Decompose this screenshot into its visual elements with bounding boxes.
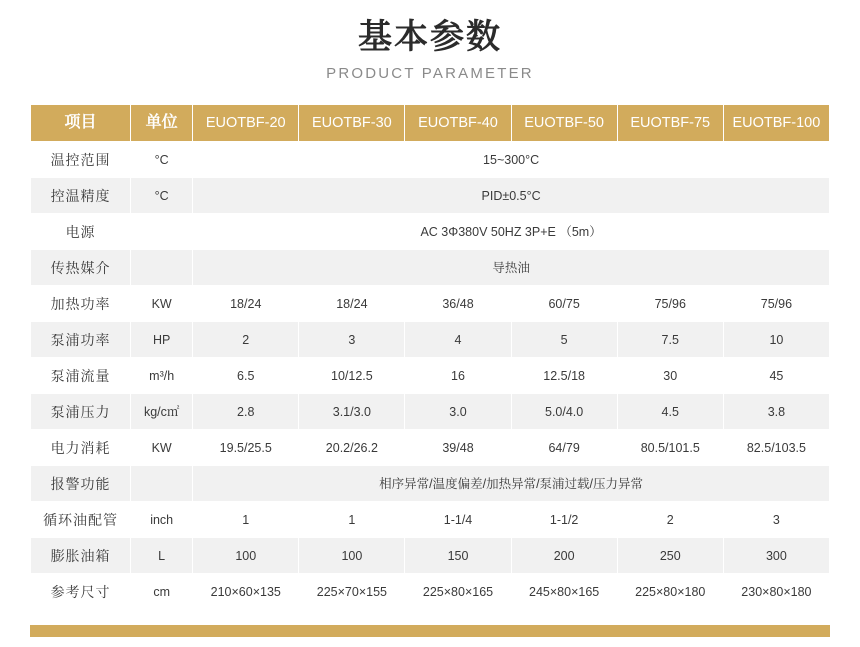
row-cell: 2 <box>193 322 299 358</box>
row-cell: 100 <box>193 538 299 574</box>
row-cell: 100 <box>299 538 405 574</box>
row-cell: 300 <box>723 538 829 574</box>
row-cell: 39/48 <box>405 430 511 466</box>
row-cell: 5 <box>511 322 617 358</box>
row-label: 加热功率 <box>31 286 131 322</box>
table-header <box>31 105 830 142</box>
table-row <box>31 214 830 250</box>
column-header-model-2: EUOTBF-30 <box>299 105 405 142</box>
row-cell: 250 <box>617 538 723 574</box>
row-cell: 64/79 <box>511 430 617 466</box>
table-row <box>31 250 830 286</box>
row-cell: 7.5 <box>617 322 723 358</box>
row-cell: 60/75 <box>511 286 617 322</box>
row-unit: cm <box>131 574 193 610</box>
table-row <box>31 466 830 502</box>
table-row <box>31 142 830 178</box>
row-unit: °C <box>131 178 193 214</box>
row-unit: inch <box>131 502 193 538</box>
table-row <box>31 538 830 574</box>
page-header <box>0 0 860 86</box>
row-cell: 1 <box>193 502 299 538</box>
row-cell: 1-1/4 <box>405 502 511 538</box>
row-unit <box>131 466 193 502</box>
row-cell: 3.0 <box>405 394 511 430</box>
row-unit <box>131 250 193 286</box>
row-label: 传热媒介 <box>31 250 131 286</box>
row-cell: 36/48 <box>405 286 511 322</box>
row-cell: 1 <box>299 502 405 538</box>
row-cell: 2.8 <box>193 394 299 430</box>
row-cell: 20.2/26.2 <box>299 430 405 466</box>
row-cell: 30 <box>617 358 723 394</box>
row-label: 电力消耗 <box>31 430 131 466</box>
row-cell: 80.5/101.5 <box>617 430 723 466</box>
footer-accent-bar <box>30 625 830 637</box>
row-cell: 245×80×165 <box>511 574 617 610</box>
row-merged-value: 相序异常/温度偏差/加热异常/泵浦过载/压力异常 <box>193 466 830 502</box>
column-header-model-5: EUOTBF-75 <box>617 105 723 142</box>
row-cell: 16 <box>405 358 511 394</box>
row-cell: 3.1/3.0 <box>299 394 405 430</box>
row-cell: 18/24 <box>299 286 405 322</box>
row-cell: 4 <box>405 322 511 358</box>
page-subtitle: PRODUCT PARAMETER <box>326 65 534 82</box>
row-cell: 5.0/4.0 <box>511 394 617 430</box>
table-row <box>31 430 830 466</box>
column-header-model-6: EUOTBF-100 <box>723 105 829 142</box>
row-unit: L <box>131 538 193 574</box>
row-merged-value: PID±0.5°C <box>193 178 830 214</box>
row-unit: KW <box>131 430 193 466</box>
row-label: 泵浦功率 <box>31 322 131 358</box>
row-cell: 12.5/18 <box>511 358 617 394</box>
row-cell: 19.5/25.5 <box>193 430 299 466</box>
table-row <box>31 178 830 214</box>
spec-table <box>30 104 830 610</box>
row-cell: 3 <box>299 322 405 358</box>
table-row <box>31 358 830 394</box>
row-label: 循环油配管 <box>31 502 131 538</box>
column-header-unit: 单位 <box>131 105 193 142</box>
table-body <box>31 142 830 610</box>
row-label: 报警功能 <box>31 466 131 502</box>
row-cell: 75/96 <box>617 286 723 322</box>
table-row <box>31 286 830 322</box>
row-cell: 82.5/103.5 <box>723 430 829 466</box>
row-cell: 225×80×180 <box>617 574 723 610</box>
page-title: 基本参数 <box>358 18 502 56</box>
row-unit: kg/c㎡ <box>131 394 193 430</box>
row-cell: 75/96 <box>723 286 829 322</box>
row-unit: HP <box>131 322 193 358</box>
row-cell: 200 <box>511 538 617 574</box>
row-cell: 4.5 <box>617 394 723 430</box>
row-cell: 210×60×135 <box>193 574 299 610</box>
row-label: 温控范围 <box>31 142 131 178</box>
row-label: 泵浦流量 <box>31 358 131 394</box>
row-label: 电源 <box>31 214 131 250</box>
row-unit: KW <box>131 286 193 322</box>
row-cell: 3.8 <box>723 394 829 430</box>
row-cell: 10/12.5 <box>299 358 405 394</box>
row-cell: 6.5 <box>193 358 299 394</box>
row-cell: 230×80×180 <box>723 574 829 610</box>
column-header-model-1: EUOTBF-20 <box>193 105 299 142</box>
row-label: 膨胀油箱 <box>31 538 131 574</box>
column-header-model-3: EUOTBF-40 <box>405 105 511 142</box>
table-header-row <box>31 105 830 142</box>
column-header-model-4: EUOTBF-50 <box>511 105 617 142</box>
row-cell: 225×80×165 <box>405 574 511 610</box>
row-label: 参考尺寸 <box>31 574 131 610</box>
row-merged-value: 15~300°C <box>193 142 830 178</box>
table-row <box>31 394 830 430</box>
row-unit: °C <box>131 142 193 178</box>
row-cell: 225×70×155 <box>299 574 405 610</box>
row-merged-value: 导热油 <box>193 250 830 286</box>
spec-table-wrapper <box>30 104 830 610</box>
table-row <box>31 322 830 358</box>
row-label: 泵浦压力 <box>31 394 131 430</box>
row-merged-value: AC 3Φ380V 50HZ 3P+E （5m） <box>193 214 830 250</box>
row-unit <box>131 214 193 250</box>
row-cell: 18/24 <box>193 286 299 322</box>
row-cell: 150 <box>405 538 511 574</box>
row-label: 控温精度 <box>31 178 131 214</box>
row-cell: 1-1/2 <box>511 502 617 538</box>
table-row <box>31 502 830 538</box>
row-cell: 45 <box>723 358 829 394</box>
column-header-item: 项目 <box>31 105 131 142</box>
row-cell: 10 <box>723 322 829 358</box>
row-unit: m³/h <box>131 358 193 394</box>
row-cell: 3 <box>723 502 829 538</box>
table-row <box>31 574 830 610</box>
row-cell: 2 <box>617 502 723 538</box>
